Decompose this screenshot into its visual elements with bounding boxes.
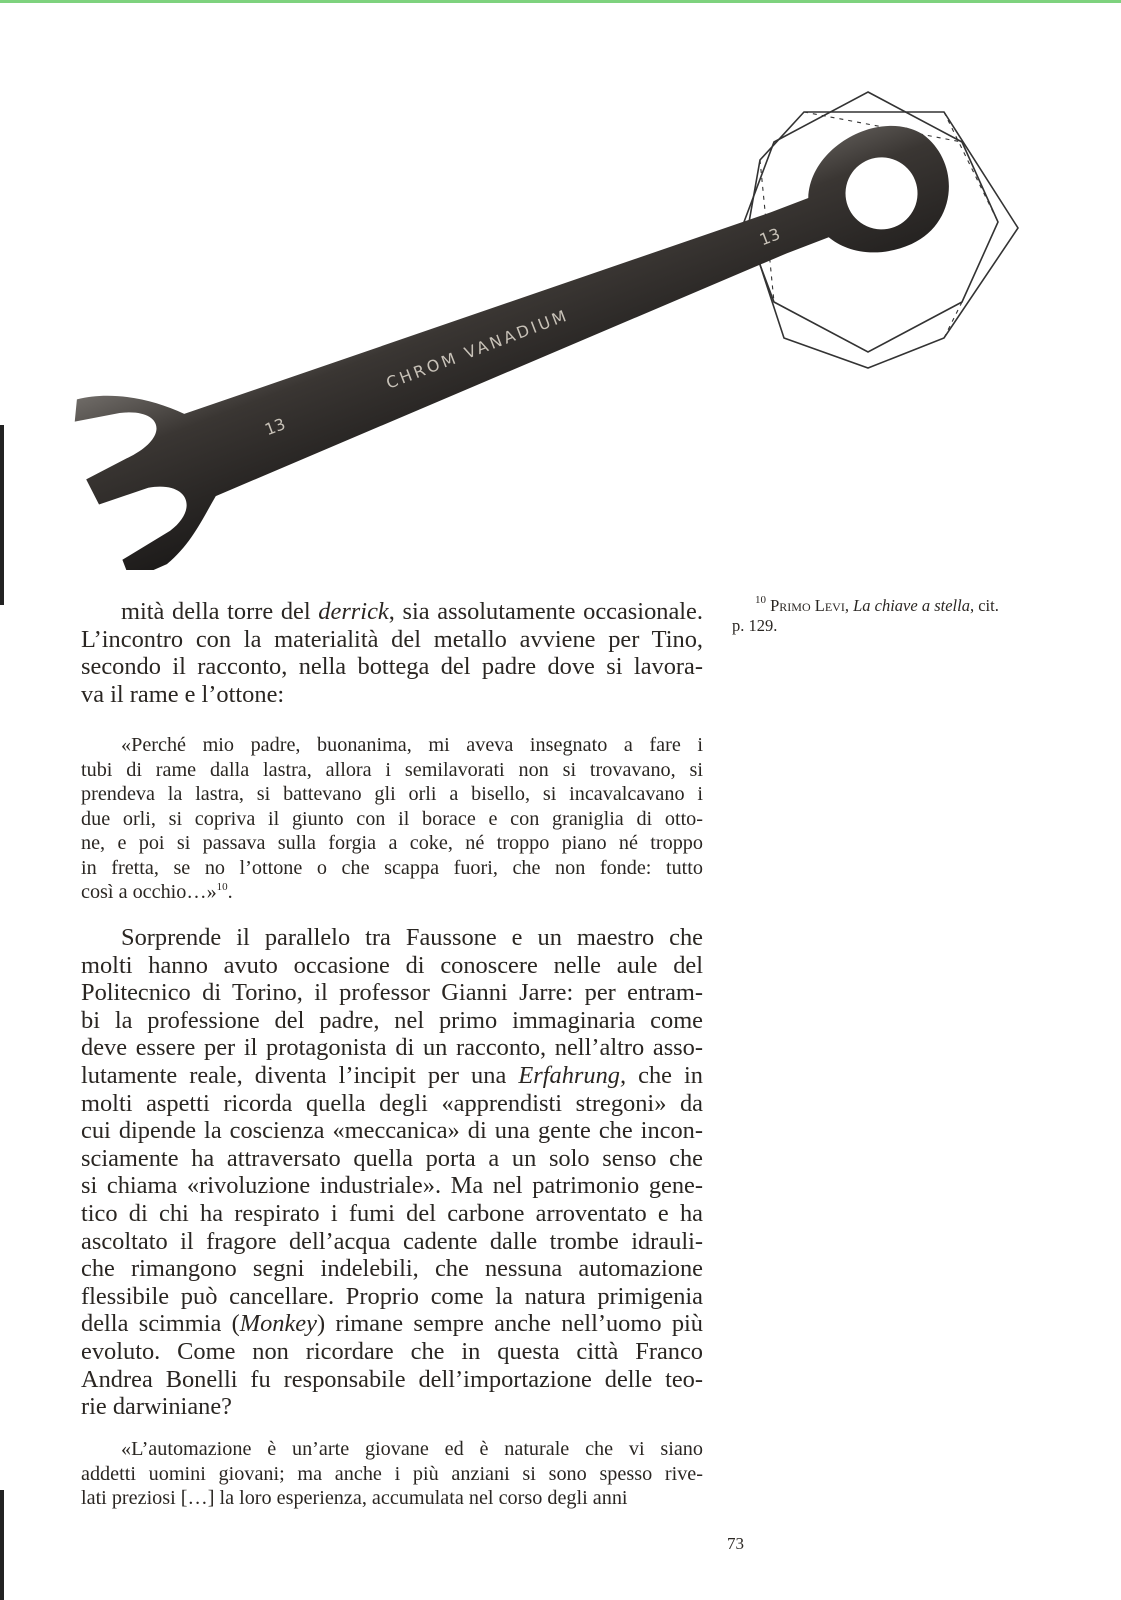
text-line xyxy=(81,758,703,783)
text-segment: Sorprende il parallelo tra Faussone e un maestro che xyxy=(121,924,703,951)
text-segment: addetti uomini giovani; ma anche i più anziani si sono spesso rive- xyxy=(81,1462,703,1485)
text-line xyxy=(81,1338,703,1366)
text-line xyxy=(81,626,703,654)
text-segment: lati preziosi […] la loro esperienza, accumulata nel corso degli anni xyxy=(81,1487,628,1509)
text-line xyxy=(81,1117,703,1145)
text-segment: così a occhio…» xyxy=(81,881,217,903)
footnote-author: Primo Levi xyxy=(770,596,845,615)
text-line xyxy=(81,1228,703,1256)
footnote-title: La chiave a stella xyxy=(853,596,970,615)
wrench-size-marking: 13 xyxy=(262,414,288,440)
text-segment: bi la professione del padre, nel primo immaginaria come xyxy=(81,1006,703,1034)
text-line xyxy=(81,1200,703,1228)
text-line xyxy=(81,598,703,626)
text-segment: secondo il racconto, nella bottega del padre dove si lavora- xyxy=(81,653,703,681)
text-segment: ) rimane sempre anche nell’uomo più xyxy=(316,1310,703,1338)
text-line xyxy=(81,1007,703,1035)
text-segment: flessibile può cancellare. Proprio come la natura primigenia xyxy=(81,1282,703,1310)
text-line xyxy=(81,924,703,952)
wrench-size-marking: 13 xyxy=(756,224,783,250)
text-line xyxy=(81,1462,703,1487)
text-line xyxy=(81,807,703,832)
text-segment: tico di chi ha respirato i fumi del carbone arroventato e ha xyxy=(81,1199,703,1227)
text-line xyxy=(81,979,703,1007)
text-line xyxy=(81,1145,703,1173)
text-segment: «L’automazione è un’arte giovane ed è naturale che vi siano xyxy=(121,1438,703,1460)
text-segment: prendeva la lastra, si battevano gli orli a bisello, si incavalcavano i xyxy=(81,783,703,805)
italic-text: derrick xyxy=(318,598,389,625)
text-line xyxy=(81,1255,703,1283)
italic-text: Monkey xyxy=(239,1310,317,1338)
page-number: 73 xyxy=(727,1534,744,1553)
paragraph xyxy=(81,598,703,708)
text-segment: cui dipende la coscienza «meccanica» di una gente che incon- xyxy=(81,1117,703,1145)
text-line xyxy=(81,1062,703,1090)
text-line xyxy=(81,1486,703,1511)
text-segment: mità della torre del xyxy=(121,598,319,625)
paragraph xyxy=(81,924,703,1421)
scan-edge-mark xyxy=(0,1490,4,1600)
footnote: $^{10}$ Primo Levi, La chiave a stella, cit. p. 129. xyxy=(732,596,1052,636)
text-line xyxy=(81,733,703,758)
text-line xyxy=(81,653,703,681)
text-line xyxy=(81,1034,703,1062)
text-line xyxy=(81,1437,703,1462)
text-segment: molti hanno avuto occasione di conoscere nelle aule del xyxy=(81,951,703,979)
text-line xyxy=(81,782,703,807)
italic-text: Erfahrung, xyxy=(518,1061,627,1089)
text-segment: . xyxy=(227,881,233,903)
footnote-cit: , cit. xyxy=(969,596,999,615)
text-line xyxy=(81,880,703,905)
text-segment: Andrea Bonelli fu responsabile dell’importazione delle teo- xyxy=(81,1365,703,1393)
text-line xyxy=(81,1310,703,1338)
text-segment: Politecnico di Torino, il professor Gianni Jarre: per entram- xyxy=(81,979,703,1007)
text-segment: L’incontro con la materialità del metallo avviene per Tino, xyxy=(81,625,703,653)
block-quote xyxy=(81,1437,703,1511)
text-segment: sciamente ha attraversato quella porta a un solo senso che xyxy=(81,1144,703,1172)
text-segment: tubi di rame dalla lastra, allora i semilavorati non si trovavano, si xyxy=(81,758,703,781)
text-segment: molti aspetti ricorda quella degli «apprendisti stregoni» da xyxy=(81,1089,703,1117)
text-segment: «Perché mio padre, buonanima, mi aveva insegnato a fare i xyxy=(121,734,703,756)
text-segment: , sia assolutamente occasionale. xyxy=(388,598,703,625)
text-segment: della scimmia ( xyxy=(81,1310,240,1338)
text-segment: ascoltato il fragore dell’acqua cadente dalle trombe idrauli- xyxy=(81,1227,703,1255)
text-segment: si chiama «rivoluzione industriale». Ma nel patrimonio gene- xyxy=(81,1172,703,1200)
text-segment: che rimangono segni indelebili, che nessuna automazione xyxy=(81,1255,703,1283)
wrench-illustration xyxy=(0,0,1121,570)
text-line xyxy=(81,831,703,856)
footnote-page: p. 129. xyxy=(732,616,778,635)
text-segment: va il rame e l’ottone: xyxy=(81,680,285,708)
block-quote xyxy=(81,733,703,905)
text-line xyxy=(81,856,703,881)
text-segment: lutamente reale, diventa l’incipit per una xyxy=(81,1061,519,1089)
text-segment: che in xyxy=(626,1061,704,1089)
text-line xyxy=(81,681,703,709)
text-line xyxy=(81,952,703,980)
text-line xyxy=(81,1090,703,1118)
text-segment: in fretta, se no l’ottone o che scappa fuori, che non fonde: tutto xyxy=(81,856,703,879)
wrench-brand-marking: CHROM VANADIUM xyxy=(383,305,572,393)
text-line xyxy=(81,1172,703,1200)
text-line xyxy=(81,1283,703,1311)
text-line xyxy=(81,1393,703,1421)
text-line xyxy=(81,1366,703,1394)
footnote-number: 10 xyxy=(755,594,766,606)
text-segment: deve essere per il protagonista di un racconto, nell’altro asso- xyxy=(81,1034,703,1062)
wrench xyxy=(58,79,979,570)
text-segment: rie darwiniane? xyxy=(81,1393,233,1421)
footnote-ref[interactable]: 10 xyxy=(216,881,228,893)
text-segment: due orli, si copriva il giunto con il borace e con graniglia di otto- xyxy=(81,807,703,830)
text-segment: ne, e poi si passava sulla forgia a coke, né troppo piano né troppo xyxy=(81,832,703,854)
text-segment: evoluto. Come non ricordare che in questa città Franco xyxy=(81,1337,703,1365)
